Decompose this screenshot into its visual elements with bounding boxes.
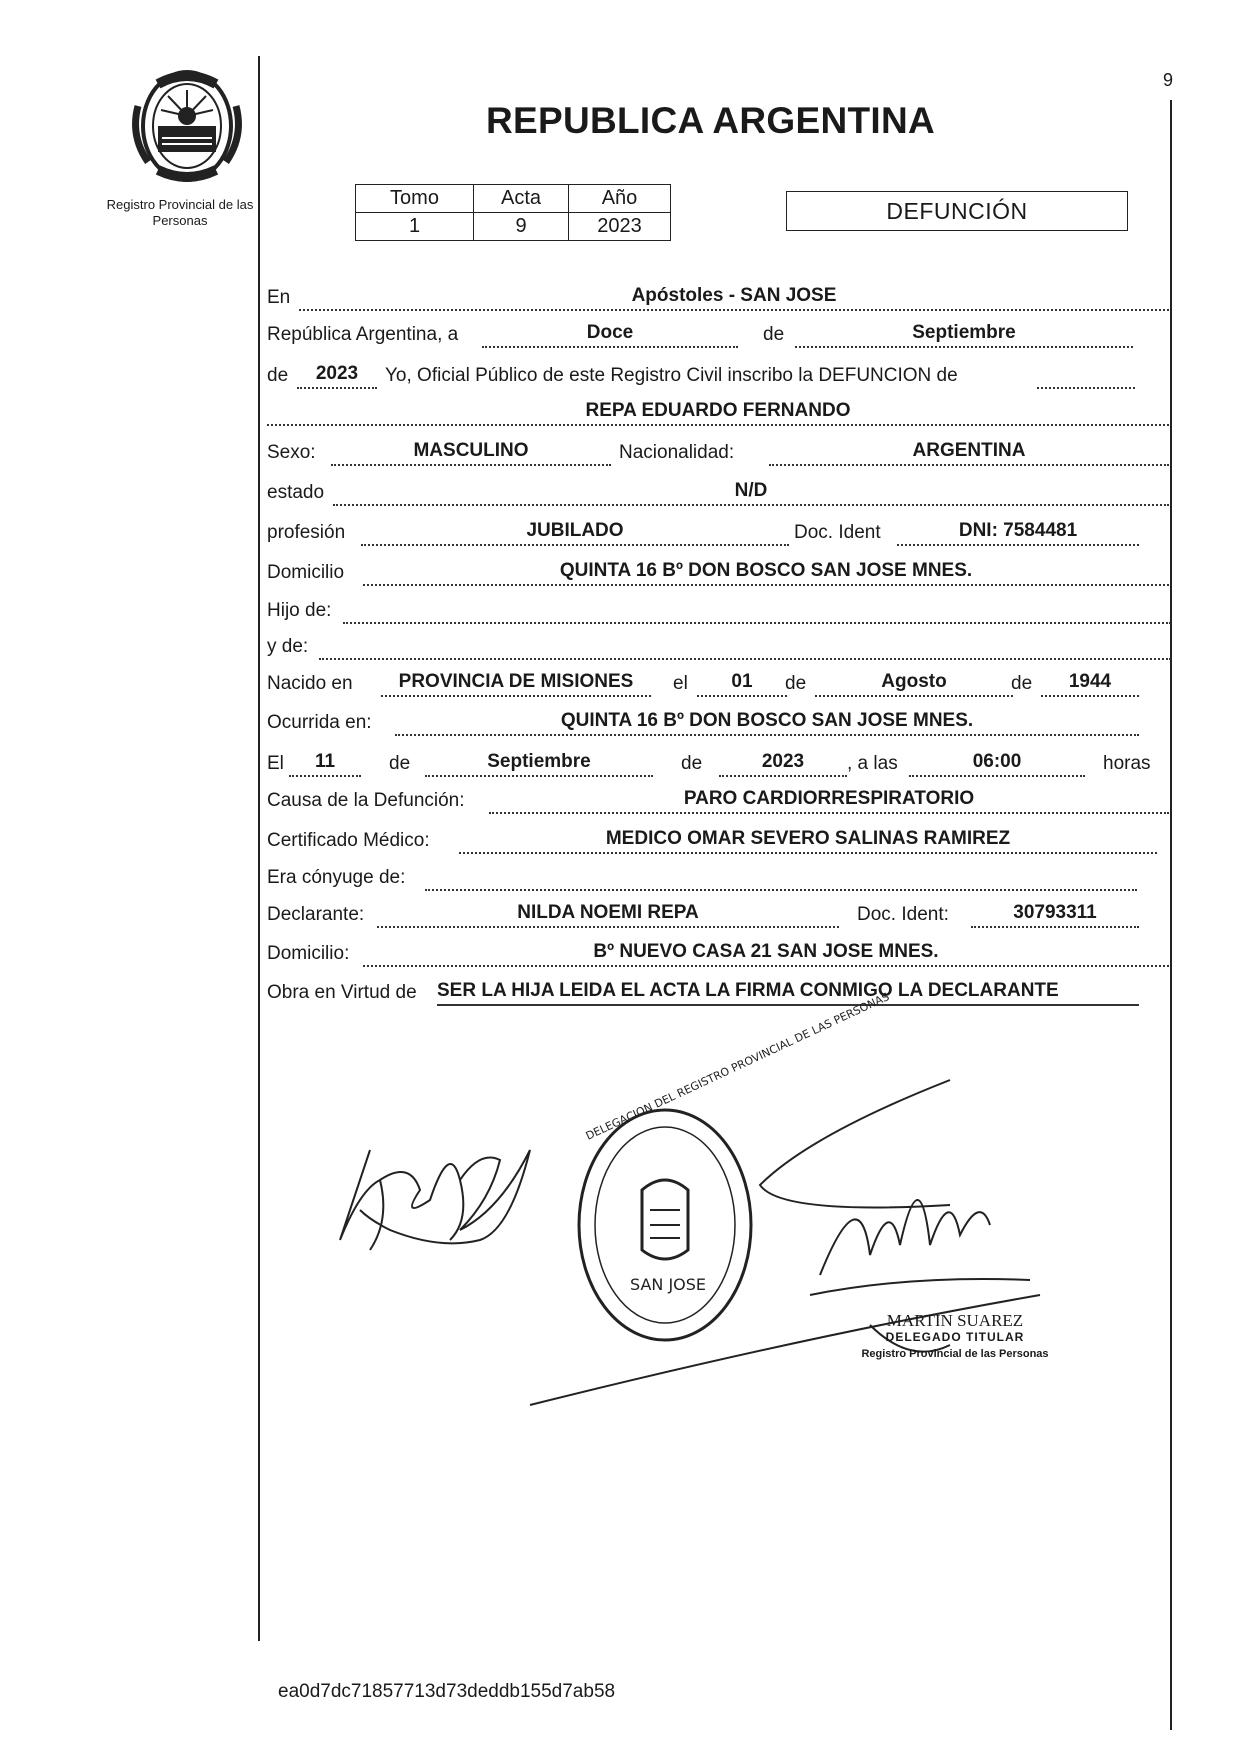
document-type: DEFUNCIÓN (786, 191, 1128, 231)
provincia-misiones-seal (128, 66, 246, 184)
row-domicilio (267, 562, 1169, 588)
anio-header: Año (569, 185, 671, 213)
field-estado: N/D (333, 480, 1169, 506)
field-doc-ident: DNI: 7584481 (897, 520, 1139, 546)
document-title: REPUBLICA ARGENTINA (486, 100, 936, 141)
record-table (355, 184, 671, 241)
page-number: 9 (1163, 70, 1174, 90)
label-declarante: Declarante: (267, 904, 365, 925)
field-nacionalidad: ARGENTINA (769, 440, 1169, 466)
field-lugar: Apóstoles - SAN JOSE (299, 285, 1169, 311)
anio-row-fill (1037, 387, 1135, 389)
official-role: DELEGADO TITULAR (885, 1330, 1025, 1344)
stamp-text: DELEGACION DEL REGISTRO PROVINCIAL DE LAS PERSONAS (583, 990, 892, 1143)
field-profesion: JUBILADO (361, 520, 789, 546)
official-name: MARTIN SUAREZ (886, 1311, 1024, 1330)
tomo-value: 1 (356, 213, 474, 241)
label-republica-a: República Argentina, a (267, 324, 459, 345)
row-anio (267, 365, 1169, 391)
acta-value: 9 (474, 213, 569, 241)
label-nac-de: de (785, 673, 807, 694)
field-y-de (319, 634, 1171, 660)
label-profesion: profesión (267, 522, 346, 543)
label-de: de (763, 324, 785, 345)
field-nac-anio: 1944 (1041, 671, 1139, 697)
label-doc-ident: Doc. Ident (794, 522, 881, 543)
label-el-cap: El (267, 753, 284, 774)
document-hash: ea0d7dc71857713d73deddb155d7ab58 (278, 1681, 616, 1702)
label-domicilio-colon: Domicilio: (267, 943, 350, 964)
field-nac-dia: 01 (697, 671, 787, 697)
field-declarante: NILDA NOEMI REPA (377, 902, 839, 928)
row-nacido (267, 673, 1169, 699)
label-sexo: Sexo: (267, 442, 316, 463)
acta-header: Acta (474, 185, 569, 213)
field-fall-mes: Septiembre (425, 751, 653, 777)
field-ocurrida-en: QUINTA 16 Bº DON BOSCO SAN JOSE MNES. (395, 710, 1139, 736)
label-fall-de-2: de (681, 753, 703, 774)
label-fall-de: de (389, 753, 411, 774)
stamp-locality: SAN JOSE (630, 1275, 707, 1294)
field-obra-en-virtud: SER LA HIJA LEIDA EL ACTA LA FIRMA CONMIGO LA DECLARANTE (437, 980, 1139, 1006)
field-fall-hora: 06:00 (909, 751, 1085, 777)
field-conyuge (425, 865, 1137, 891)
label-y-de: y de: (267, 636, 309, 657)
row-certificado (267, 830, 1169, 856)
label-en: En (267, 287, 291, 308)
field-mes: Septiembre (795, 322, 1133, 348)
label-nac-de-2: de (1011, 673, 1033, 694)
row-fecha (267, 324, 1169, 350)
left-margin-line (258, 56, 260, 1641)
label-de-year: de (267, 365, 289, 386)
tomo-header: Tomo (356, 185, 474, 213)
label-obra-en-virtud: Obra en Virtud de (267, 982, 417, 1003)
field-sexo: MASCULINO (331, 440, 611, 466)
row-sexo (267, 442, 1169, 468)
label-a-las: , a las (847, 753, 898, 774)
label-causa: Causa de la Defunción: (267, 790, 465, 811)
row-estado (267, 482, 1169, 508)
official-signature (510, 1075, 1080, 1420)
right-margin-line (1170, 100, 1172, 1730)
row-y-de (267, 636, 1169, 662)
label-nacionalidad: Nacionalidad: (619, 442, 735, 463)
label-el: el (673, 673, 688, 694)
label-estado: estado (267, 482, 325, 503)
label-doc-ident-colon: Doc. Ident: (857, 904, 949, 925)
anio-value: 2023 (569, 213, 671, 241)
official-office: Registro Provincial de las Personas (861, 1348, 1049, 1360)
field-nombre: REPA EDUARDO FERNANDO (267, 400, 1169, 426)
label-horas: horas (1103, 753, 1151, 774)
label-domicilio: Domicilio (267, 562, 345, 583)
row-profesion (267, 522, 1169, 548)
field-anio: 2023 (297, 363, 377, 389)
row-fallecimiento (267, 753, 1169, 779)
row-ocurrida (267, 712, 1169, 738)
field-fall-anio: 2023 (719, 751, 847, 777)
label-hijo-de: Hijo de: (267, 600, 332, 621)
label-yo-oficial: Yo, Oficial Público de este Registro Civil inscribo la DEFUNCION de (385, 365, 958, 386)
row-lugar (267, 287, 1169, 313)
field-fall-dia: 11 (289, 751, 361, 777)
field-causa: PARO CARDIORRESPIRATORIO (489, 788, 1169, 814)
official-block (850, 1312, 1060, 1363)
field-nac-mes: Agosto (815, 671, 1013, 697)
row-causa (267, 790, 1169, 816)
row-nombre (267, 402, 1169, 428)
label-nacido-en: Nacido en (267, 673, 353, 694)
row-obra-en-virtud (267, 982, 1169, 1008)
field-certificado: MEDICO OMAR SEVERO SALINAS RAMIREZ (459, 828, 1157, 854)
field-nacido-en: PROVINCIA DE MISIONES (381, 671, 651, 697)
row-declarante (267, 904, 1169, 930)
field-declarante-domicilio: Bº NUEVO CASA 21 SAN JOSE MNES. (363, 941, 1169, 967)
field-hijo-de (343, 598, 1171, 624)
row-hijo-de (267, 600, 1169, 626)
row-conyuge (267, 867, 1169, 893)
label-conyuge: Era cónyuge de: (267, 867, 406, 888)
registry-name: Registro Provincial de las Personas (106, 197, 254, 228)
label-certificado: Certificado Médico: (267, 830, 430, 851)
label-ocurrida-en: Ocurrida en: (267, 712, 372, 733)
row-domicilio-declarante (267, 943, 1169, 969)
field-domicilio: QUINTA 16 Bº DON BOSCO SAN JOSE MNES. (363, 560, 1169, 586)
field-declarante-doc: 30793311 (971, 902, 1139, 928)
field-dia: Doce (482, 322, 738, 348)
